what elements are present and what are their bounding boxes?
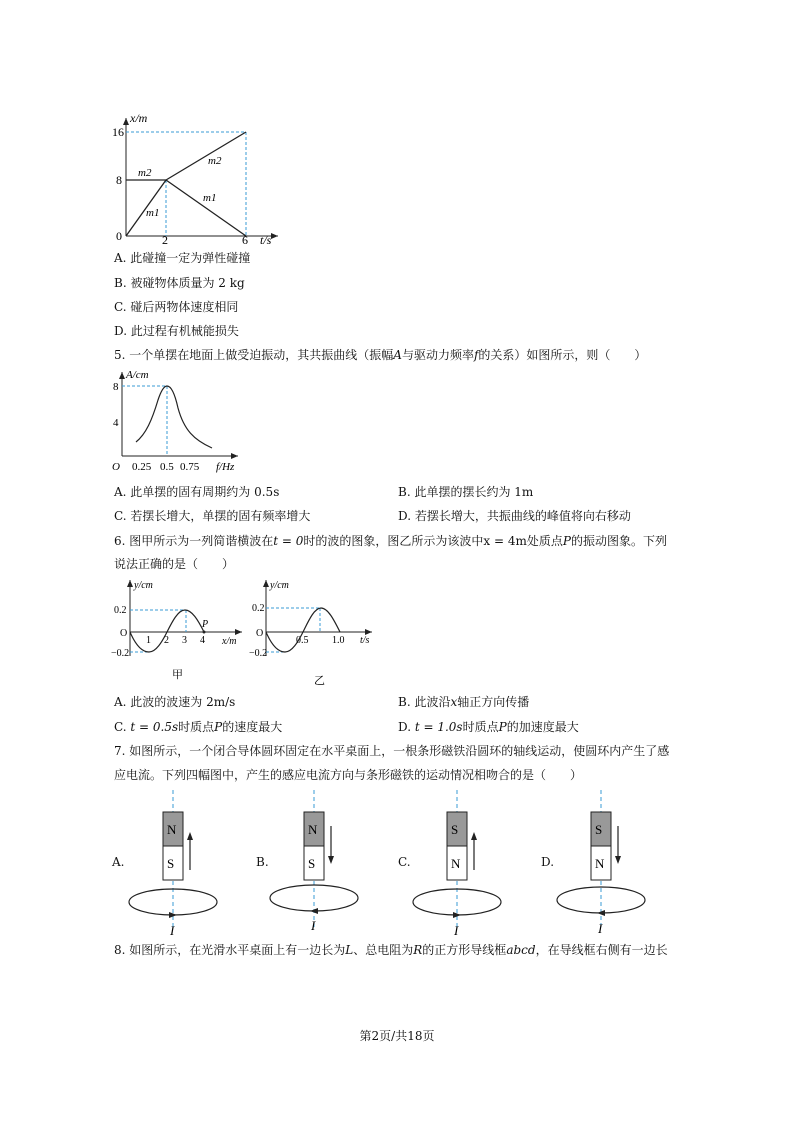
origin-label: O — [112, 461, 120, 473]
q6-stem-line1: 6. 图甲所示为一列简谐横波在t = 0时的波的图象，图乙所示为该波中x = 4m处质点P的振动图象。下列 — [114, 534, 667, 548]
q5-stem: 5. 一个单摆在地面上做受迫振动，其共振曲线（振幅A与驱动力频率f的关系）如图所示，则（ ） — [114, 348, 647, 362]
q6-stem-line2: 说法正确的是（ ） — [114, 557, 235, 571]
x-tick-0.75: 0.75 — [180, 461, 200, 473]
y-axis-label: x/m — [130, 111, 148, 125]
x-tick-0.25: 0.25 — [132, 461, 152, 473]
current-arrow-icon — [310, 908, 318, 914]
motion-arrow-down-icon — [328, 856, 334, 864]
y-tick-0.2: 0.2 — [252, 603, 265, 614]
y-tick-8: 8 — [116, 173, 122, 187]
q7-figure-c — [409, 790, 509, 940]
x-tick-2: 2 — [162, 233, 168, 247]
x-axis-label: f/Hz — [216, 461, 235, 473]
motion-arrow-down-icon — [615, 856, 621, 864]
q7-fig-a-label: A. — [112, 855, 125, 869]
caption-jia: 甲 — [172, 669, 183, 681]
q6-option-a: A. 此波的波速为 2m/s — [114, 695, 236, 709]
q5-option-d: D. 若摆长增大，共振曲线的峰值将向右移动 — [398, 509, 631, 523]
x-tick-6: 6 — [242, 233, 248, 247]
current-label: I — [454, 923, 459, 938]
q6-option-c: C. t = 0.5s时质点P的速度最大 — [114, 720, 283, 734]
label-m2-upper: m2 — [208, 155, 222, 167]
y-tick-neg0.2: −0.2 — [249, 648, 268, 659]
q4-option-d: D. 此过程有机械能损失 — [114, 324, 239, 338]
magnet-bottom-pole: N — [595, 856, 605, 871]
q5-option-b: B. 此单摆的摆长约为 1m — [398, 485, 534, 499]
x-axis-label: t/s — [260, 233, 272, 247]
y-axis-label: A/cm — [126, 369, 149, 381]
current-label: I — [170, 923, 175, 938]
magnet-bottom-pole: S — [308, 856, 316, 871]
q6-option-d: D. t = 1.0s时质点P的加速度最大 — [398, 720, 579, 734]
origin-label: O — [256, 628, 264, 639]
caption-yi: 乙 — [314, 675, 325, 687]
y-axis-label: y/cm — [270, 580, 289, 591]
magnet-top-pole: S — [595, 822, 603, 837]
resonance-curve — [136, 386, 212, 448]
x-tick-1: 1 — [146, 635, 151, 646]
q8-stem: 8. 如图所示，在光滑水平桌面上有一边长为L、总电阻为R的正方形导线框abcd，在导线框右侧有一边长 — [114, 943, 668, 957]
magnet-top-pole: N — [308, 822, 318, 837]
q7-stem-line1: 7. 如图所示，一个闭合导体圆环固定在水平桌面上，一根条形磁铁沿圆环的轴线运动，使圆环内产生了感 — [114, 744, 670, 758]
q7-fig-c-label: C. — [398, 855, 411, 869]
q4-option-a: A. 此碰撞一定为弹性碰撞 — [114, 251, 251, 265]
motion-arrow-up-icon — [187, 832, 193, 840]
y-tick-0.2: 0.2 — [114, 605, 127, 616]
q5-resonance-graph — [108, 368, 248, 474]
x-axis-label: x/m — [222, 636, 237, 647]
label-m1-lower: m1 — [146, 207, 160, 219]
q6-wave-graph-jia — [112, 576, 248, 686]
q6-option-b: B. 此波沿x轴正方向传播 — [398, 695, 530, 709]
magnet-bottom-pole: N — [451, 856, 461, 871]
x-tick-1.0: 1.0 — [332, 635, 345, 646]
y-tick-8: 8 — [113, 381, 119, 393]
q7-figure-b — [266, 790, 366, 940]
q4-xt-graph — [108, 112, 288, 246]
q7-fig-d-label: D. — [541, 855, 555, 869]
current-label: I — [311, 918, 316, 933]
magnet-top-pole: S — [451, 822, 459, 837]
origin-label: 0 — [116, 229, 122, 243]
current-label: I — [598, 921, 603, 936]
point-p-label: P — [202, 619, 209, 630]
page-footer: 第2页/共18页 — [359, 1029, 435, 1043]
y-tick-neg0.2: −0.2 — [111, 648, 130, 659]
x-axis-label: t/s — [360, 635, 370, 646]
x-tick-2: 2 — [164, 635, 169, 646]
m1-after-line — [166, 180, 246, 236]
x-tick-4: 4 — [200, 635, 205, 646]
y-axis-label: y/cm — [134, 580, 153, 591]
q6-vibration-graph-yi — [249, 576, 382, 687]
y-tick-16: 16 — [112, 125, 124, 139]
q4-option-c: C. 碰后两物体速度相同 — [114, 300, 239, 314]
label-m1-right: m1 — [203, 192, 217, 204]
x-tick-3: 3 — [182, 635, 187, 646]
q7-figure-a — [125, 790, 225, 940]
m2-after-line — [166, 132, 246, 180]
q7-stem-line2: 应电流。下列四幅图中，产生的感应电流方向与条形磁铁的运动情况相吻合的是（ ） — [114, 768, 583, 782]
q5-option-a: A. 此单摆的固有周期约为 0.5s — [114, 485, 280, 499]
q5-option-c: C. 若摆长增大，单摆的固有频率增大 — [114, 509, 311, 523]
y-tick-4: 4 — [113, 417, 119, 429]
magnet-bottom-pole: S — [167, 856, 175, 871]
q7-figure-d — [553, 790, 653, 940]
origin-label: O — [120, 628, 128, 639]
magnet-top-pole: N — [167, 822, 177, 837]
motion-arrow-up-icon — [471, 832, 477, 840]
x-tick-0.5: 0.5 — [296, 635, 309, 646]
q4-option-b: B. 被碰物体质量为 2 kg — [114, 276, 245, 290]
label-m2-left: m2 — [138, 167, 152, 179]
x-tick-0.5: 0.5 — [160, 461, 174, 473]
q7-fig-b-label: B. — [256, 855, 269, 869]
